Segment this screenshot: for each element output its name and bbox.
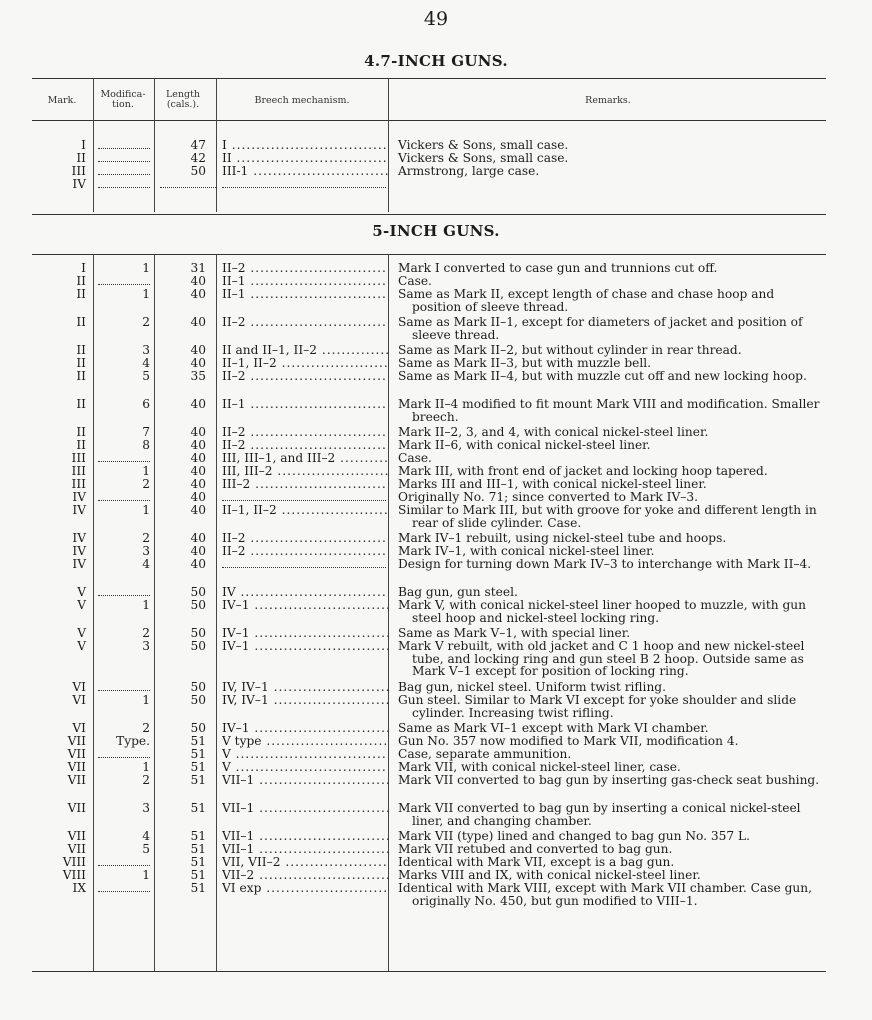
cell-breech-mechanism [222, 722, 388, 735]
cell-remarks: Bag gun, nickel steel. Uniform twist rifling. [398, 680, 666, 694]
header-remarks: Remarks. [585, 95, 631, 106]
cell-breech-mechanism [222, 640, 388, 653]
breech-text: II–2 ..... [222, 426, 388, 439]
cell-modification: 1 [142, 464, 150, 478]
cell-remarks: Case. [398, 451, 432, 465]
cell-breech-mechanism [222, 465, 388, 478]
cell-breech-mechanism [222, 856, 388, 869]
cell-breech-mechanism [222, 830, 388, 843]
cell-breech-mechanism [222, 316, 388, 329]
cell-mark: IV [72, 490, 86, 504]
cell-remarks: Case, separate ammunition. [398, 747, 572, 761]
cell-remarks: Mark VII retubed and converted to bag gun. [398, 842, 673, 856]
breech-text: VII, VII–2 ..... [222, 856, 388, 869]
cell-remarks: Mark IV–1, with conical nickel-steel liner. [398, 544, 655, 558]
cell-remarks: Similar to Mark III, but with groove for yoke and different length in rear of slide cylinder. Case. [398, 503, 817, 530]
breech-text: VI exp ..... [222, 882, 388, 895]
cell-breech-mechanism [222, 262, 388, 275]
header-mark: Mark. [47, 95, 77, 106]
cell-breech-mechanism [222, 681, 388, 694]
breech-text: II–1 ..... [222, 288, 388, 301]
cell-breech-mechanism [222, 139, 388, 152]
cell-remarks: Mark IV–1 rebuilt, using nickel-steel tube and hoops. [398, 531, 727, 545]
cell-mark: III [71, 451, 86, 465]
cell-length: 40 [190, 490, 206, 504]
cell-breech-mechanism [222, 439, 388, 452]
cell-breech-mechanism [222, 452, 388, 465]
cell-mark: IV [72, 503, 86, 517]
cell-mark: III [71, 477, 86, 491]
cell-length: 42 [190, 151, 206, 165]
dot-leader [222, 558, 386, 568]
cell-length: 35 [190, 369, 206, 383]
cell-mark: VII [67, 747, 86, 761]
cell-remarks: Mark V, with conical nickel-steel liner hooped to muzzle, with gun steel hoop and nickel-steel locking ring. [398, 598, 806, 625]
breech-text: IV–1 ..... [222, 722, 388, 735]
breech-text: II–2 ..... [222, 532, 388, 545]
cell-remarks: Mark VII converted to bag gun by inserting a conical nickel-steel liner, and changing chamber. [398, 801, 801, 828]
breech-text: II and II–1, II–2 ..... [222, 344, 388, 357]
cell-remarks: Gun No. 357 now modified to Mark VII, modification 4. [398, 734, 739, 748]
cell-mark: I [81, 138, 86, 152]
cell-length: 51 [190, 773, 206, 787]
breech-text: VII–2 ..... [222, 869, 388, 882]
breech-text: VII–1 ..... [222, 802, 388, 815]
cell-breech-mechanism [222, 882, 388, 895]
cell-mark: II [76, 343, 86, 357]
breech-text: IV, IV–1 ..... [222, 694, 388, 707]
cell-modification: 1 [142, 760, 150, 774]
cell-breech-mechanism [222, 774, 388, 787]
cell-remarks: Bag gun, gun steel. [398, 585, 518, 599]
cell-remarks: Mark VII, with conical nickel-steel liner, case. [398, 760, 681, 774]
rule [32, 971, 826, 972]
cell-remarks: Mark I converted to case gun and trunnions cut off. [398, 261, 718, 275]
cell-modification: 2 [142, 477, 150, 491]
rule [32, 254, 826, 255]
cell-mark: VII [67, 760, 86, 774]
cell-length: 40 [190, 287, 206, 301]
column-rule [154, 79, 155, 212]
cell-modification: 3 [142, 544, 150, 558]
breech-text: IV–1 ..... [222, 640, 388, 653]
cell-mark: II [76, 397, 86, 411]
cell-modification: 7 [142, 425, 150, 439]
cell-breech-mechanism [222, 357, 388, 370]
cell-remarks: Vickers & Sons, small case. [398, 138, 569, 152]
cell-mark: V [77, 598, 86, 612]
breech-text: II–1 ..... [222, 398, 388, 411]
cell-mark: IX [72, 881, 86, 895]
cell-length: 40 [190, 557, 206, 571]
cell-length: 51 [190, 881, 206, 895]
cell-remarks: Identical with Mark VIII, except with Mark VII chamber. Case gun, originally No. 450, but gun modified to VIII–1. [398, 881, 812, 908]
cell-breech-mechanism [222, 165, 388, 178]
cell-modification: 4 [142, 557, 150, 571]
cell-remarks: Same as Mark II–3, but with muzzle bell. [398, 356, 651, 370]
cell-remarks: Same as Mark VI–1 except with Mark VI chamber. [398, 721, 709, 735]
header-breech: Breech mechanism. [254, 95, 350, 106]
cell-length: 50 [190, 598, 206, 612]
cell-remarks: Mark II–6, with conical nickel-steel liner. [398, 438, 651, 452]
cell-mark: II [76, 287, 86, 301]
cell-remarks: Mark III, with front end of jacket and locking hoop tapered. [398, 464, 768, 478]
breech-text: III-1 ..... [222, 165, 388, 178]
cell-length: 51 [190, 760, 206, 774]
cell-breech-mechanism [222, 344, 388, 357]
cell-mark: IV [72, 531, 86, 545]
cell-modification: 3 [142, 639, 150, 653]
breech-text: VII–1 ..... [222, 843, 388, 856]
cell-length: 40 [190, 503, 206, 517]
cell-breech-mechanism [222, 599, 388, 612]
cell-length: 40 [190, 531, 206, 545]
cell-breech-mechanism [222, 152, 388, 165]
breech-text: II–2 ..... [222, 370, 388, 383]
breech-text: II–2 ..... [222, 316, 388, 329]
cell-remarks: Vickers & Sons, small case. [398, 151, 569, 165]
cell-mark: II [76, 425, 86, 439]
cell-modification: 4 [142, 356, 150, 370]
breech-text: III, III–1, and III–2 ..... [222, 452, 388, 465]
cell-length: 50 [190, 721, 206, 735]
dot-leader [98, 139, 150, 149]
cell-length: 50 [190, 693, 206, 707]
cell-length: 40 [190, 451, 206, 465]
cell-breech-mechanism [222, 627, 388, 640]
breech-text: II–2 ..... [222, 545, 388, 558]
cell-mark: VI [72, 693, 86, 707]
cell-modification: 2 [142, 531, 150, 545]
cell-modification: 8 [142, 438, 150, 452]
cell-length: 50 [190, 680, 206, 694]
breech-text: V ..... [222, 761, 388, 774]
cell-modification: 3 [142, 801, 150, 815]
rule [32, 120, 826, 121]
cell-mark: VII [67, 842, 86, 856]
cell-length: 51 [190, 747, 206, 761]
cell-breech-mechanism [222, 478, 388, 491]
cell-modification: 3 [142, 343, 150, 357]
cell-mark: VII [67, 829, 86, 843]
rule [32, 78, 826, 79]
cell-length: 40 [190, 356, 206, 370]
cell-mark: V [77, 639, 86, 653]
dot-leader [222, 178, 386, 188]
cell-remarks: Mark II–2, 3, and 4, with conical nickel-steel liner. [398, 425, 709, 439]
rule [32, 214, 826, 215]
breech-text: II–2 ..... [222, 262, 388, 275]
column-rule [93, 255, 94, 971]
cell-mark: IV [72, 544, 86, 558]
dot-leader [160, 178, 216, 188]
cell-breech-mechanism [222, 504, 388, 517]
cell-breech-mechanism [222, 532, 388, 545]
cell-length: 40 [190, 397, 206, 411]
cell-modification: 2 [142, 773, 150, 787]
cell-mark: II [76, 438, 86, 452]
cell-mark: IV [72, 557, 86, 571]
column-rule [216, 79, 217, 212]
cell-length: 51 [190, 801, 206, 815]
cell-breech-mechanism [222, 735, 388, 748]
cell-remarks: Case. [398, 274, 432, 288]
cell-mark: VI [72, 721, 86, 735]
cell-modification: 5 [142, 369, 150, 383]
cell-length: 40 [190, 315, 206, 329]
cell-remarks: Same as Mark V–1, with special liner. [398, 626, 631, 640]
breech-text: II ..... [222, 152, 388, 165]
cell-mark: V [77, 585, 86, 599]
breech-text: VII–1 ..... [222, 774, 388, 787]
dot-leader [98, 452, 150, 462]
cell-length: 51 [190, 734, 206, 748]
cell-modification: Type. [116, 734, 150, 748]
dot-leader [98, 748, 150, 758]
cell-modification: 1 [142, 693, 150, 707]
cell-remarks: Marks III and III–1, with conical nickel-steel liner. [398, 477, 707, 491]
breech-text: I ..... [222, 139, 388, 152]
cell-mark: III [71, 464, 86, 478]
dot-leader [98, 491, 150, 501]
cell-modification: 2 [142, 315, 150, 329]
cell-length: 40 [190, 544, 206, 558]
cell-breech-mechanism [222, 288, 388, 301]
cell-length: 40 [190, 477, 206, 491]
cell-remarks: Mark VII (type) lined and changed to bag gun No. 357 L. [398, 829, 750, 843]
column-rule [154, 255, 155, 971]
section-title-5-inch: 5-INCH GUNS. [372, 222, 500, 240]
cell-mark: VI [72, 680, 86, 694]
cell-length: 50 [190, 639, 206, 653]
cell-length: 40 [190, 343, 206, 357]
cell-mark: II [76, 274, 86, 288]
cell-mark: II [76, 151, 86, 165]
cell-remarks: Mark II–4 modified to fit mount Mark VIII and modification. Smaller breech. [398, 397, 820, 424]
cell-modification: 6 [142, 397, 150, 411]
cell-breech-mechanism [222, 761, 388, 774]
cell-mark: IV [72, 177, 86, 191]
dot-leader [98, 882, 150, 892]
cell-breech-mechanism [222, 275, 388, 288]
cell-remarks: Gun steel. Similar to Mark VI except for yoke shoulder and slide cylinder. Increasing twist rifling. [398, 693, 797, 720]
column-rule [388, 255, 389, 971]
cell-breech-mechanism [222, 694, 388, 707]
cell-remarks: Design for turning down Mark IV–3 to interchange with Mark II–4. [398, 557, 812, 571]
dot-leader [98, 152, 150, 162]
dot-leader [98, 275, 150, 285]
cell-remarks: Same as Mark II–2, but without cylinder in rear thread. [398, 343, 742, 357]
section-title-4-7-inch: 4.7-INCH GUNS. [364, 52, 508, 70]
breech-text: IV ..... [222, 586, 388, 599]
breech-text: IV–1 ..... [222, 627, 388, 640]
cell-remarks: Marks VIII and IX, with conical nickel-steel liner. [398, 868, 701, 882]
cell-breech-mechanism [222, 802, 388, 815]
cell-mark: II [76, 315, 86, 329]
cell-modification: 5 [142, 842, 150, 856]
breech-text: IV–1 ..... [222, 599, 388, 612]
dot-leader [98, 586, 150, 596]
breech-text: V type ..... [222, 735, 388, 748]
column-rule [216, 255, 217, 971]
cell-length: 47 [190, 138, 206, 152]
cell-length: 51 [190, 829, 206, 843]
breech-text: II–1 ..... [222, 275, 388, 288]
page-number: 49 [423, 8, 449, 30]
breech-text: II–1, II–2 ..... [222, 357, 388, 370]
cell-remarks: Mark VII converted to bag gun by inserting gas-check seat bushing. [398, 773, 820, 787]
cell-length: 51 [190, 855, 206, 869]
cell-modification: 1 [142, 287, 150, 301]
cell-mark: II [76, 356, 86, 370]
column-rule [93, 79, 94, 212]
cell-length: 31 [190, 261, 206, 275]
cell-length: 50 [190, 626, 206, 640]
breech-text: III, III–2 ..... [222, 465, 388, 478]
cell-breech-mechanism [222, 843, 388, 856]
cell-breech-mechanism [222, 398, 388, 411]
breech-text: II–2 ..... [222, 439, 388, 452]
breech-text: III–2 ..... [222, 478, 388, 491]
cell-mark: III [71, 164, 86, 178]
cell-length: 50 [190, 164, 206, 178]
header-length: Length (cals.). [165, 89, 201, 110]
cell-remarks: Armstrong, large case. [398, 164, 540, 178]
cell-length: 51 [190, 868, 206, 882]
cell-length: 40 [190, 438, 206, 452]
cell-remarks: Identical with Mark VII, except is a bag gun. [398, 855, 675, 869]
cell-modification: 4 [142, 829, 150, 843]
dot-leader [98, 856, 150, 866]
cell-breech-mechanism [222, 545, 388, 558]
cell-breech-mechanism [222, 869, 388, 882]
cell-remarks: Same as Mark II–1, except for diameters of jacket and position of sleeve thread. [398, 315, 803, 342]
header-modification: Modifica- tion. [100, 89, 146, 110]
cell-modification: 1 [142, 261, 150, 275]
cell-remarks: Mark V rebuilt, with old jacket and C 1 hoop and new nickel-steel tube, and locking ring and gun steel B 2 hoop. Outside same as Mark V–1 except for position of locking ring. [398, 639, 805, 679]
cell-modification: 1 [142, 868, 150, 882]
column-rule [388, 79, 389, 212]
dot-leader [222, 491, 386, 501]
breech-text: V ..... [222, 748, 388, 761]
cell-modification: 2 [142, 721, 150, 735]
breech-text: II–1, II–2 ..... [222, 504, 388, 517]
cell-length: 50 [190, 585, 206, 599]
cell-mark: II [76, 369, 86, 383]
cell-length: 51 [190, 842, 206, 856]
cell-mark: VIII [62, 868, 86, 882]
cell-breech-mechanism [222, 586, 388, 599]
cell-breech-mechanism [222, 426, 388, 439]
cell-mark: VII [67, 734, 86, 748]
cell-length: 40 [190, 274, 206, 288]
dot-leader [98, 681, 150, 691]
breech-text: VII–1 ..... [222, 830, 388, 843]
cell-modification: 1 [142, 503, 150, 517]
cell-mark: VII [67, 773, 86, 787]
cell-length: 40 [190, 425, 206, 439]
cell-breech-mechanism [222, 748, 388, 761]
breech-text: IV, IV–1 ..... [222, 681, 388, 694]
cell-length: 40 [190, 464, 206, 478]
cell-mark: VIII [62, 855, 86, 869]
cell-breech-mechanism [222, 370, 388, 383]
cell-remarks: Originally No. 71; since converted to Mark IV–3. [398, 490, 699, 504]
dot-leader [98, 165, 150, 175]
cell-modification: 2 [142, 626, 150, 640]
cell-modification: 1 [142, 598, 150, 612]
cell-remarks: Same as Mark II, except length of chase and chase hoop and position of sleeve thread. [398, 287, 775, 314]
cell-remarks: Same as Mark II–4, but with muzzle cut off and new locking hoop. [398, 369, 807, 383]
cell-mark: I [81, 261, 86, 275]
cell-mark: VII [67, 801, 86, 815]
cell-mark: V [77, 626, 86, 640]
dot-leader [98, 178, 150, 188]
